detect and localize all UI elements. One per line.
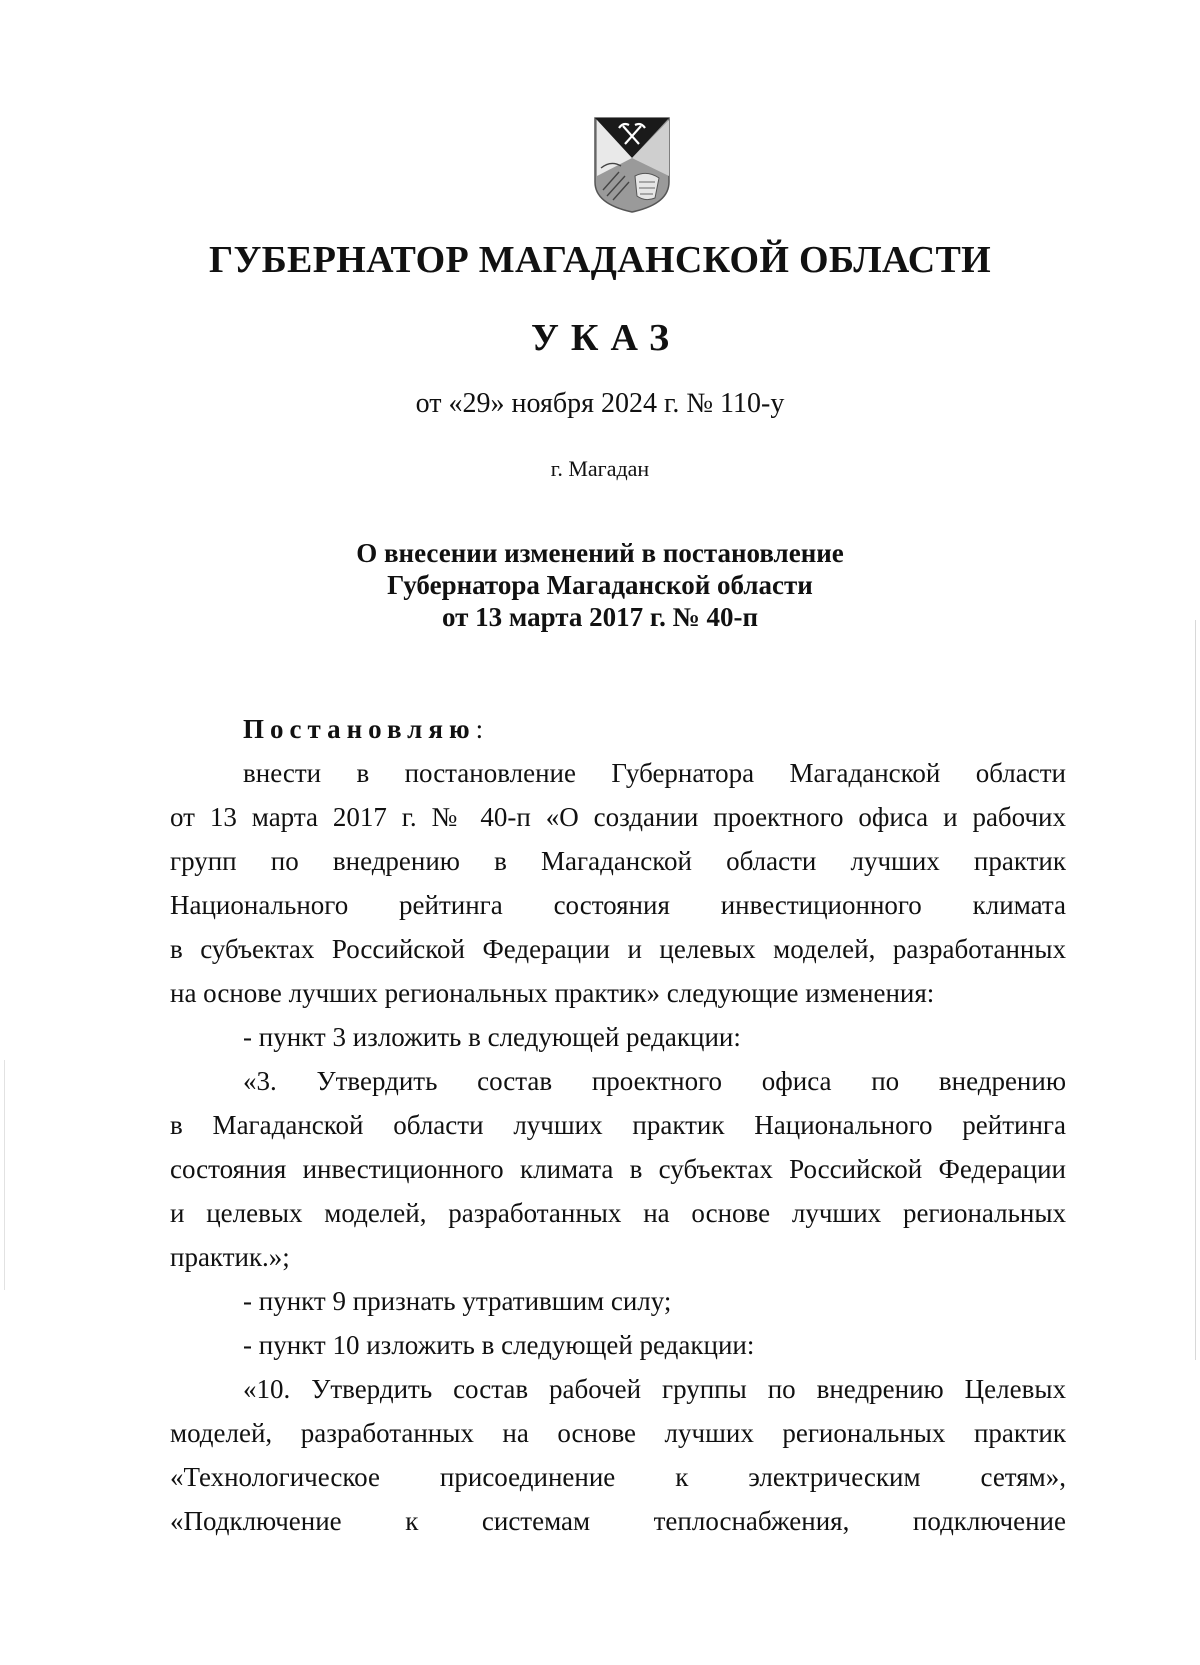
body-line: - пункт 10 изложить в следующей редакции: xyxy=(243,1330,755,1360)
body-line: в субъектах Российской Федерации и целевых моделей, разработанных xyxy=(170,934,1066,964)
subject-line: О внесении изменений в постановление xyxy=(356,538,844,568)
body-line: внести в постановление Губернатора Магаданской области xyxy=(243,758,1066,788)
resolution-word: Постановляю xyxy=(243,714,476,744)
subject-line: Губернатора Магаданской области xyxy=(387,570,813,600)
body-line: на основе лучших региональных практик» следующие изменения: xyxy=(170,978,935,1008)
body-line: моделей, разработанных на основе лучших региональных практик xyxy=(170,1418,1066,1448)
body-line: от 13 марта 2017 г. № 40-п «О создании проектного офиса и рабочих xyxy=(170,802,1066,832)
body-line: «Технологическое присоединение к электрическим сетям», xyxy=(170,1462,1066,1492)
coat-of-arms-emblem xyxy=(593,116,671,214)
body-line: Национального рейтинга состояния инвестиционного климата xyxy=(170,890,1066,920)
document-body xyxy=(170,707,1066,1543)
subject-line: от 13 марта 2017 г. № 40-п xyxy=(441,602,758,632)
body-line: в Магаданской области лучших практик Национального рейтинга xyxy=(170,1110,1066,1140)
body-line: «3. Утвердить состав проектного офиса по внедрению xyxy=(243,1066,1066,1096)
resolution-colon: : xyxy=(475,714,484,744)
org-title: ГУБЕРНАТОР МАГАДАНСКОЙ ОБЛАСТИ xyxy=(208,239,992,281)
body-line: «10. Утвердить состав рабочей группы по внедрению Целевых xyxy=(243,1374,1066,1404)
body-line: - пункт 3 изложить в следующей редакции: xyxy=(243,1022,741,1052)
body-line: практик.»; xyxy=(170,1242,290,1272)
document-type-title: УКАЗ xyxy=(531,317,681,359)
body-line: «Подключение к системам теплоснабжения, подключение xyxy=(170,1506,1066,1536)
resolution-heading xyxy=(170,707,1066,751)
body-line: состояния инвестиционного климата в субъектах Российской Федерации xyxy=(170,1154,1066,1184)
document-subject xyxy=(0,537,1200,633)
body-line: групп по внедрению в Магаданской области лучших практик xyxy=(170,846,1066,876)
scan-edge-line xyxy=(1195,620,1196,1360)
body-line: и целевых моделей, разработанных на основе лучших региональных xyxy=(170,1198,1066,1228)
document-place: г. Магадан xyxy=(550,456,650,481)
document-date-number: от «29» ноября 2024 г. № 110-у xyxy=(415,388,785,419)
body-line: - пункт 9 признать утратившим силу; xyxy=(243,1286,672,1316)
scan-edge-line xyxy=(4,1060,5,1290)
